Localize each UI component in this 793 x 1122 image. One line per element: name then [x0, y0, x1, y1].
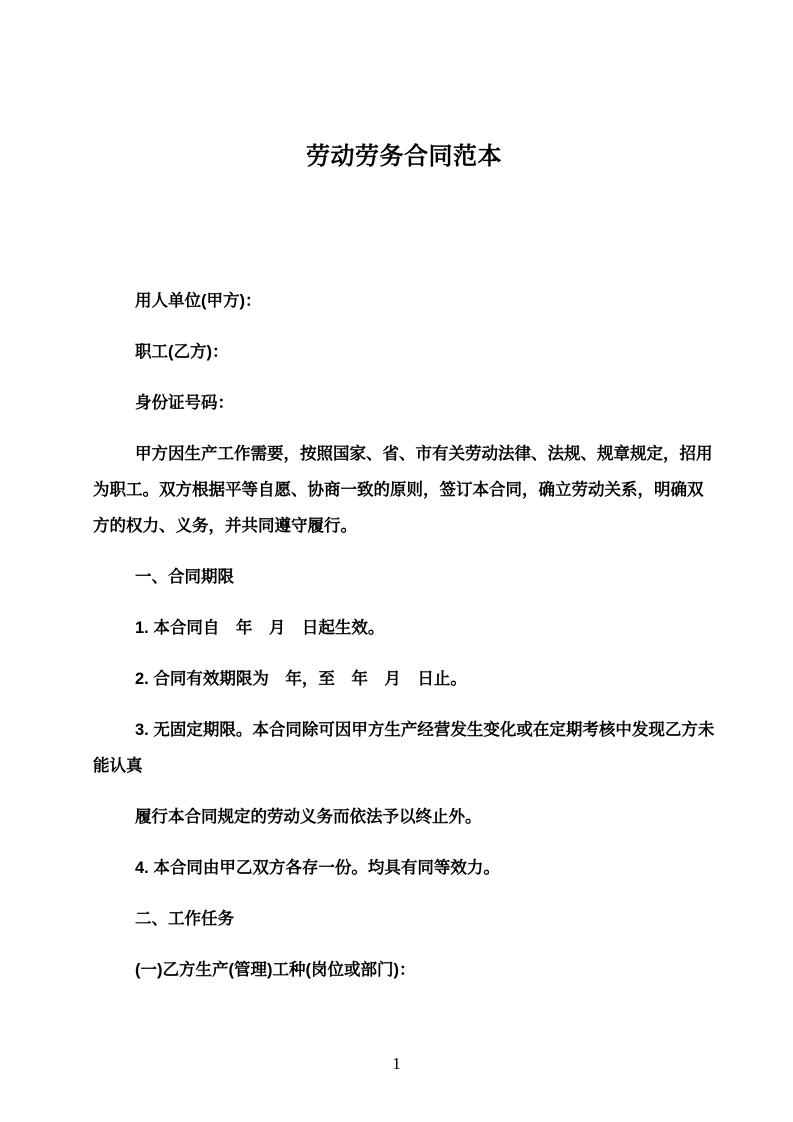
intro-line: 方的权力、义务，并共同遵守履行。: [93, 517, 357, 535]
clause-3-line: 能认真: [93, 757, 143, 775]
document-title: 劳动劳务合同范本: [306, 143, 502, 170]
section-1-clause-3: [93, 712, 715, 784]
section-1-clause-4: 4. 本合同由甲乙双方各存一份。均具有同等效力。: [135, 859, 500, 877]
intro-line: 甲方因生产工作需要，按照国家、省、市有关劳动法律、法规、规章规定，招用: [135, 445, 713, 463]
section-2-heading: 二、工作任务: [135, 910, 234, 928]
intro-line: 为职工。双方根据平等自愿、协商一致的原则，签订本合同，确立劳动关系，明确双: [93, 481, 704, 499]
clause-3-line: 3. 无固定期限。本合同除可因甲方生产经营发生变化或在定期考核中发现乙方未: [135, 721, 715, 739]
section-1-heading: 一、合同期限: [135, 568, 234, 586]
section-1-clause-3-continuation: 履行本合同规定的劳动义务而依法予以终止外。: [135, 808, 482, 826]
field-employee-label: 职工(乙方)：: [135, 343, 229, 361]
page-number: 1: [392, 1054, 401, 1073]
section-2-clause-1: (一)乙方生产(管理)工种(岗位或部门)：: [135, 961, 416, 979]
field-id-number-label: 身份证号码：: [135, 394, 234, 412]
section-1-clause-2: 2. 合同有效期限为 年，至 年 月 日止。: [135, 670, 467, 688]
section-1-clause-1: 1. 本合同自 年 月 日起生效。: [135, 619, 385, 637]
intro-paragraph: [93, 436, 715, 544]
field-employer-label: 用人单位(甲方)：: [135, 292, 262, 310]
